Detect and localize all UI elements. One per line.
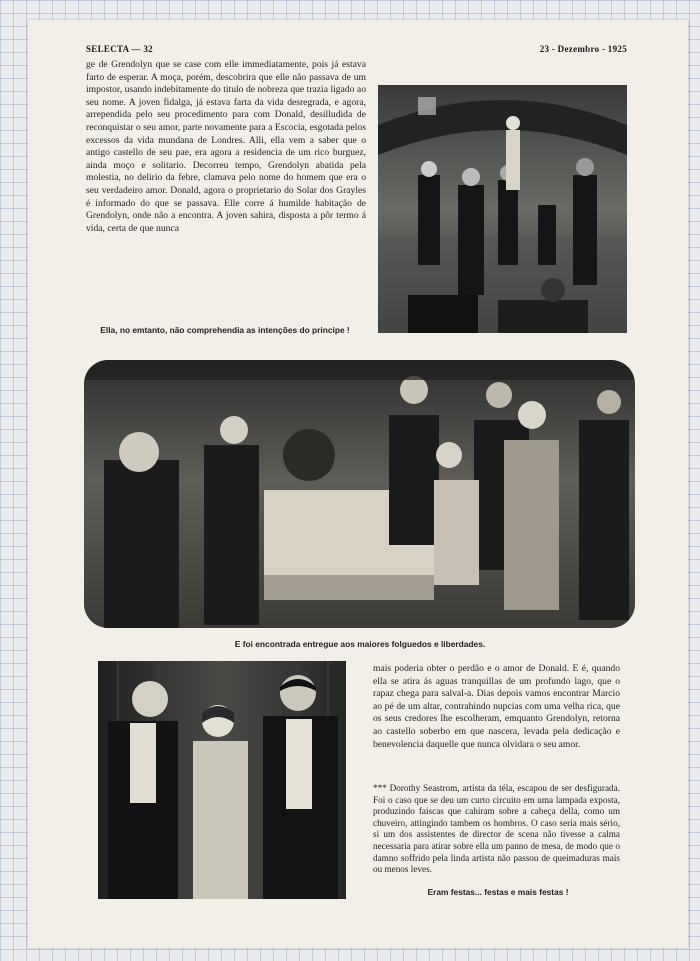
top-paragraph: ge de Grendolyn que se case com elle immediatamente, pois já estava farto de esperar. A moça, porém, descobrira que elle não passava de um impostor, usando indebitamente do titulo de nobreza que trazia ligado ao seu nome. A joven fidalga, já estava farta da vida desregrada, e agora, arrependida pelo seu procedimento para com Donald, desilludida de reconquistar o seu amor, parte novamente para a Escocia, esgotada pelos excessos da vida mundana de Londres. Alli, ella vem a saber que o antigo castello de seu pae, era agora a residencia de um rico burguez, ainda moço e solitario. Decorreu tempo, Grendolyn abatida pela molestia, no delirio da febre, clamava pelo nome do homem que era o seu verdadeiro amor. Donald, agora o proprietario do Solar dos Grayles é informado do que se passava. Elle corre á humilde habitação de Grendolyn, onde não a encontra. A joven sahira, disposta a pôr termo á vida, certa de que nunca [86,59,366,234]
page-header-right: 23 - Dezembro - 1925 [539,44,627,54]
news-note: *** Dorothy Seastrom, artista da téla, escapou de ser desfigurada. Foi o caso que se deu um curto circuito em uma lampada exposta, produzindo faiscas que cahiram sobre a cabeça della, como um chuveiro, attingindo tambem os hombros. O caso seria mais sério, si um dos assistentes de director de scena não tivesse a calma necessaria para atirar sobre ella um panno de mesa, de modo que o damno soffrido pela linda artista não passou de queimaduras mais ou menos leves. [373,783,620,875]
caption-middle-photo: E foi encontrada entregue aos maiores folguedos e liberdades. [234,639,486,649]
photo-tea-party [84,360,635,628]
caption-top-photo: Ella, no emtanto, não comprehendia as intenções do principe ! [100,325,350,335]
page-header-left: SELECTA — 32 [86,44,153,54]
top-article-text [86,59,366,315]
caption-bottom-photo: Eram festas... festas e mais festas ! [427,887,569,897]
photo-three-figures [98,661,346,899]
photo-ballroom-dance [378,85,627,333]
bottom-article-text: mais poderia obter o perdão e o amor de Donald. E é, quando ella se atira ás aguas tranquillas de um profundo lago, que o rapaz chega para salval-a. Dias depois vamos encontrar Marcio ao pé de um altar, contrahindo nupcias com uma velha rica, que os seus credores lhe escolheram, emquanto Grendolyn, retorna ao castello soberbo em que nascera, levada pela dedicação e benevolencia daquelle que nunca olvidara o seu amor. [373,663,620,750]
